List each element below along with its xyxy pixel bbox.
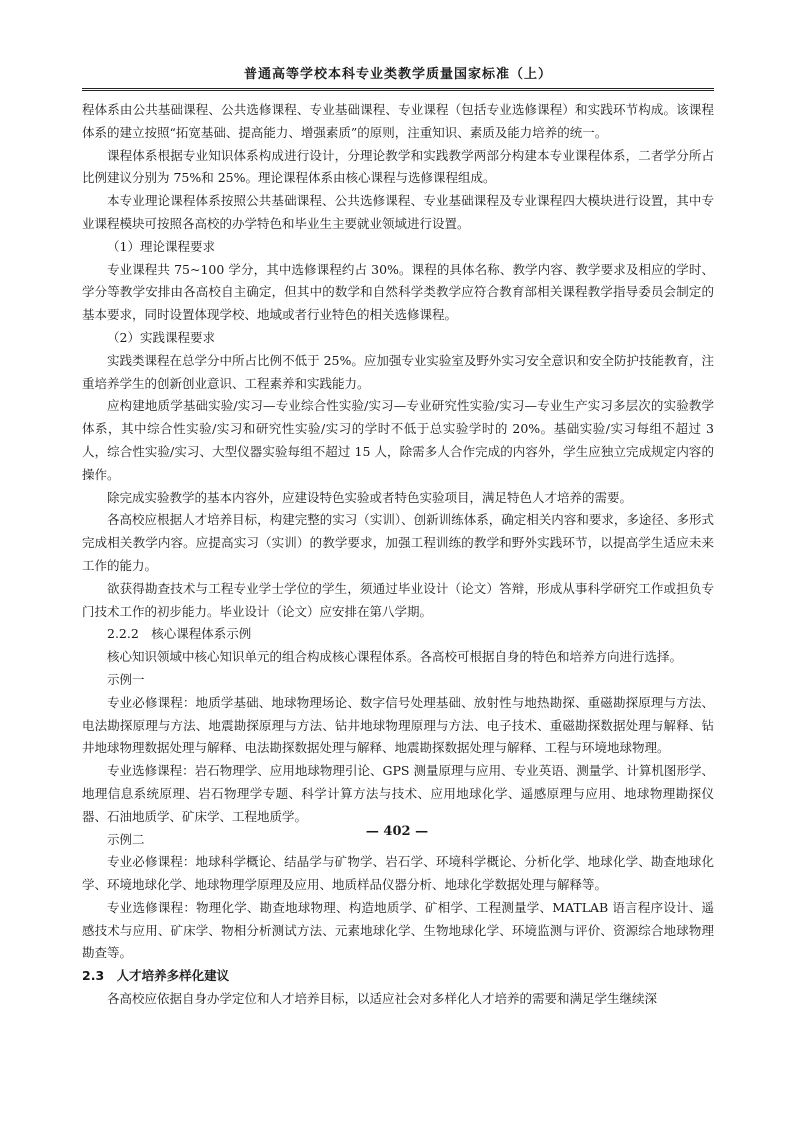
page-body bbox=[82, 99, 714, 1011]
page-header bbox=[82, 63, 714, 91]
page-footer bbox=[0, 824, 794, 839]
paragraph: 欲获得勘查技术与工程专业学士学位的学生，须通过毕业设计（论文）答辩，形成从事科学研究工作或担负专门技术工作的初步能力。毕业设计（论文）应安排在第八学期。 bbox=[82, 580, 714, 619]
paragraph: 核心知识领域中核心知识单元的组合构成核心课程体系。各高校可根据自身的特色和培养方向进行选择。 bbox=[107, 649, 683, 665]
paragraph: 实践类课程在总学分中所占比例不低于 25%。应加强专业实验室及野外实习安全意识和安全防护技能教育，注重培养学生的创新创业意识、工程素养和实践能力。 bbox=[82, 352, 714, 391]
paragraph: 各高校应根据人才培养目标，构建完整的实习（实训）、创新训练体系，确定相关内容和要求，多途径、多形式完成相关教学内容。应提高实习（实训）的教学要求，加强工程训练的教学和野外实践环节，以提高学生适应未来工作的能力。 bbox=[82, 512, 714, 573]
section-heading: 2.2.2 核心课程体系示例 bbox=[107, 626, 252, 642]
paragraph: 专业课程共 75~100 学分，其中选修课程约占 30%。课程的具体名称、教学内容、教学要求及相应的学时、学分等教学安排由各高校自主确定，但其中的数学和自然科学类教学应符合教育部相关课程教学指导委员会制定的基本要求，同时设置体现学校、地域或者行业特色的相关选修课程。 bbox=[82, 261, 714, 323]
subheading: （1）理论课程要求 bbox=[107, 238, 215, 254]
paragraph: 专业必修课程：地球科学概论、结晶学与矿物学、岩石学、环境科学概论、分析化学、地球化学、勘查地球化学、环境地球化学、地球物理学原理及应用、地质样品仪器分析、地球化学数据处理与解释等。 bbox=[82, 854, 714, 893]
paragraph: 本专业理论课程体系按照公共基础课程、公共选修课程、专业基础课程及专业课程四大模块进行设置，其中专业课程模块可按照各高校的办学特色和毕业生主要就业领域进行设置。 bbox=[82, 193, 714, 231]
example-label: 示例一 bbox=[107, 671, 145, 687]
paragraph: 应构建地质学基础实验/实习—专业综合性实验/实习—专业研究性实验/实习—专业生产实习多层次的实验教学体系，其中综合性实验/实习和研究性实验/实习的学时不低于总实验学时的 20%。基础实验/实习每组不超过 3 人，综合性实验/实习、大型仪器实验每组不超过 15 人，除需多人合作完成的内容外，学生应独立完成规定内容的操作。 bbox=[82, 398, 714, 482]
paragraph: 除完成实验教学的基本内容外，应建设特色实验或者特色实验项目，满足特色人才培养的需要。 bbox=[107, 489, 633, 505]
page-header-title: 普通高等学校本科专业类教学质量国家标准（上） bbox=[243, 67, 552, 82]
page-number: — 402 — bbox=[365, 824, 429, 839]
paragraph: 课程体系根据专业知识体系构成进行设计，分理论教学和实践教学两部分构建本专业课程体系，二者学分所占比例建议分别为 75%和 25%。理论课程体系由核心课程与选修课程组成。 bbox=[82, 147, 714, 186]
example-label: 示例二 bbox=[107, 831, 145, 847]
paragraph: 各高校应依据自身办学定位和人才培养目标，以适应社会对多样化人才培养的需要和满足学生继续深 bbox=[107, 991, 658, 1007]
paragraph: 专业选修课程：岩石物理学、应用地球物理引论、GPS 测量原理与应用、专业英语、测量学、计算机图形学、地理信息系统原理、岩石物理学专题、科学计算方法与技术、应用地球化学、遥感原理与应用、地球物理勘探仪器、石油地质学、矿床学、工程地质学。 bbox=[82, 763, 714, 824]
paragraph: 专业选修课程：物理化学、勘查地球物理、构造地质学、矿相学、工程测量学、MATLAB 语言程序设计、遥感技术与应用、矿床学、物相分析测试方法、元素地球化学、生物地球化学、环境监测与评价、资源综合地球物理勘查等。 bbox=[82, 899, 714, 961]
paragraph: 专业必修课程：地质学基础、地球物理场论、数字信号处理基础、放射性与地热勘探、重磁勘探原理与方法、电法勘探原理与方法、地震勘探原理与方法、钻井地球物理原理与方法、电子技术、重磁勘探数据处理与解释、钻井地球物理数据处理与解释、电法勘探数据处理与解释、地震勘探数据处理与解释、工程与环境地球物理。 bbox=[82, 694, 714, 756]
subheading: （2）实践课程要求 bbox=[107, 329, 215, 345]
section-heading: 2.3 人才培养多样化建议 bbox=[82, 968, 230, 984]
paragraph: 程体系由公共基础课程、公共选修课程、专业基础课程、专业课程（包括专业选修课程）和实践环节构成。该课程体系的建立按照“拓宽基础、提高能力、增强素质”的原则，注重知识、素质及能力培养的统一。 bbox=[82, 102, 714, 140]
